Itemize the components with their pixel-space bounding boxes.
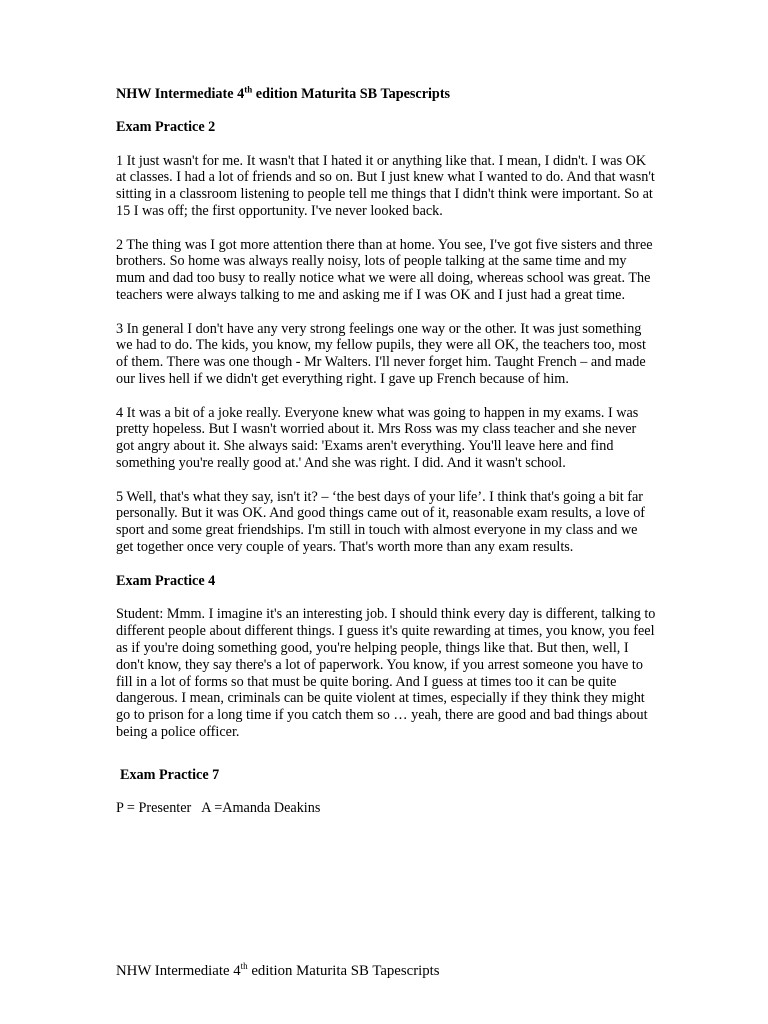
speaker-key bbox=[116, 800, 656, 817]
title-text-rest: edition Maturita SB Tapescripts bbox=[252, 86, 451, 102]
paragraph-1: 1 It just wasn't for me. It wasn't that I hated it or anything like that. I mean, I didn't. I was OK at classes. I had a lot of friends and so on. But I just knew what I wanted to do. And that wasn't sitting in a classroom listening to people tell me things that I didn't think were important. So at 15 I was off; the first opportunity. I've never looked back. bbox=[116, 152, 655, 219]
paragraph-student: Student: Mmm. I imagine it's an interesting job. I should think every day is different, talking to different people about different things. I guess it's quite rewarding at times, you know, you feel as if you're doing something good, you're helping people, things like that. But then, well, I don't know, they say there's a lot of paperwork. You know, if you arrest someone you have to fill in a lot of forms so that must be quite boring. And I guess at times too it can be quite dangerous. I mean, criminals can be quite violent at times, especially if they think they might go to prison for a long time if you catch them so … yeah, there are good and bad things about being a police officer. bbox=[116, 606, 656, 740]
title-superscript: th bbox=[244, 84, 253, 95]
paragraph-2: 2 The thing was I got more attention there than at home. You see, I've got five sisters and three brothers. So home was always really noisy, lots of people talking at the same time and my mum and dad too busy to really notice what we were all doing, whereas school was great. The teachers were always talking to me and asking me if I was OK and I just had a great time. bbox=[116, 236, 653, 303]
footer-text: NHW Intermediate 4 bbox=[116, 963, 241, 979]
speaker-amanda: A =Amanda Deakins bbox=[201, 800, 321, 817]
footer-text-rest: edition Maturita SB Tapescripts bbox=[247, 963, 440, 979]
document-title bbox=[116, 86, 656, 103]
section-heading-exam-practice-7: Exam Practice 7 bbox=[120, 766, 220, 783]
footer-superscript: th bbox=[240, 961, 248, 972]
paragraph-3: 3 In general I don't have any very strong feelings one way or the other. It was just something we had to do. The kids, you know, my fellow pupils, they were all OK, the teachers too, most of them. There was one though - Mr Walters. I'll never forget him. Taught French – and made our lives hell if we didn't get everything right. I gave up French because of him. bbox=[116, 320, 646, 387]
section-heading-exam-practice-4: Exam Practice 4 bbox=[116, 572, 216, 589]
paragraph-4: 4 It was a bit of a joke really. Everyone knew what was going to happen in my exams. I was pretty hopeless. But I wasn't worried about it. Mrs Ross was my class teacher and she never got angry about it. She always said: 'Exams aren't everything. You'll leave here and find something you're really good at.' And she was right. I did. And it wasn't school. bbox=[116, 404, 639, 471]
section-heading-exam-practice-2: Exam Practice 2 bbox=[116, 118, 216, 135]
paragraph-5: 5 Well, that's what they say, isn't it? – ‘the best days of your life’. I think that's going a bit far personally. But it was OK. And good things came out of it, reasonable exam results, a love of sport and some great friendships. I'm still in touch with almost everyone in my class and we get together once very couple of years. That's worth more than any exam results. bbox=[116, 488, 646, 555]
speaker-presenter: P = Presenter bbox=[116, 800, 192, 817]
title-text: NHW Intermediate 4 bbox=[116, 86, 245, 102]
page-footer bbox=[116, 962, 440, 980]
document-page bbox=[116, 86, 656, 817]
